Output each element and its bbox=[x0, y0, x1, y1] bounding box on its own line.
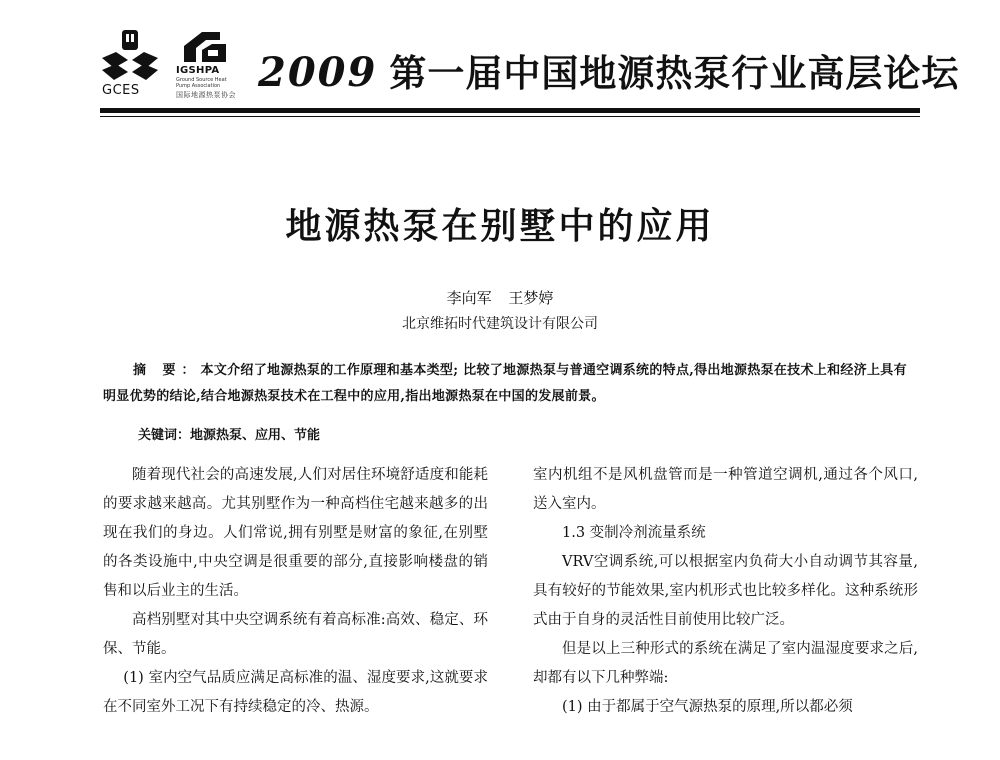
paper-title: 地源热泵在别墅中的应用 bbox=[285, 205, 715, 247]
right-column bbox=[533, 461, 918, 722]
abstract-text: 本文介绍了地源热泵的工作原理和基本类型; 比较了地源热泵与普通空调系统的特点,得出地源热泵在技术上和经济上具有明显优势的结论,结合地源热泵技术在工程中的应用,指出地源热泵在中国的发展前景。 bbox=[103, 363, 907, 404]
gces-logo-icon bbox=[100, 28, 160, 84]
header-rule-thin bbox=[100, 116, 920, 117]
paper-affiliation: 北京维拓时代建筑设计有限公司 bbox=[402, 316, 598, 332]
abstract-label: 摘 要： bbox=[133, 363, 201, 378]
section-heading: 1.3 变制冷剂流量系统 bbox=[562, 525, 706, 541]
paragraph: 室内机组不是风机盘管而是一种管道空调机,通过各个风口,送入室内。 bbox=[533, 467, 918, 512]
forum-name: 第一届中国地源热泵行业高层论坛 bbox=[389, 51, 960, 95]
paper-authors: 李向军 王梦婷 bbox=[446, 289, 554, 307]
paragraph: (1) 由于都属于空气源热泵的原理,所以都必须 bbox=[562, 699, 853, 715]
forum-year: 2009 bbox=[258, 49, 378, 96]
igshpa-logo bbox=[176, 28, 236, 100]
forum-title bbox=[258, 43, 959, 97]
abstract bbox=[103, 358, 918, 410]
igshpa-label: IGSHPA bbox=[176, 65, 220, 76]
gces-logo bbox=[100, 28, 160, 100]
paragraph: (1) 室内空气品质应满足高标准的温、湿度要求,这就要求在不同室外工况下有持续稳定的冷、热源。 bbox=[103, 670, 488, 715]
paragraph: 随着现代社会的高速发展,人们对居住环境舒适度和能耗的要求越来越高。尤其别墅作为一种高档住宅越来越多的出现在我们的身边。人们常说,拥有别墅是财富的象征,在别墅的各类设施中,中央空调是很重要的部分,直接影响楼盘的销售和以后业主的生活。 bbox=[103, 467, 488, 599]
igshpa-logo-icon bbox=[176, 28, 236, 64]
gces-label: GCES bbox=[102, 83, 140, 98]
left-column bbox=[103, 461, 488, 722]
igshpa-chinese-name: 国际地源热泵协会 bbox=[176, 91, 236, 99]
paragraph: VRV空调系统,可以根据室内负荷大小自动调节其容量,具有较好的节能效果,室内机形式也比较多样化。这种系统形式由于自身的灵活性目前使用比较广泛。 bbox=[533, 554, 918, 628]
forum-header bbox=[0, 0, 1000, 125]
keywords-text: 地源热泵、应用、节能 bbox=[190, 428, 321, 443]
keywords-label: 关键词： bbox=[138, 428, 191, 443]
igshpa-subtitle: Ground Source Heat Pump Association bbox=[176, 77, 227, 89]
keywords bbox=[138, 424, 320, 443]
paragraph: 高档别墅对其中央空调系统有着高标准:高效、稳定、环保、节能。 bbox=[103, 612, 488, 657]
paragraph: 但是以上三种形式的系统在满足了室内温湿度要求之后,却都有以下几种弊端: bbox=[533, 641, 918, 686]
header-rule-thick bbox=[100, 108, 920, 113]
